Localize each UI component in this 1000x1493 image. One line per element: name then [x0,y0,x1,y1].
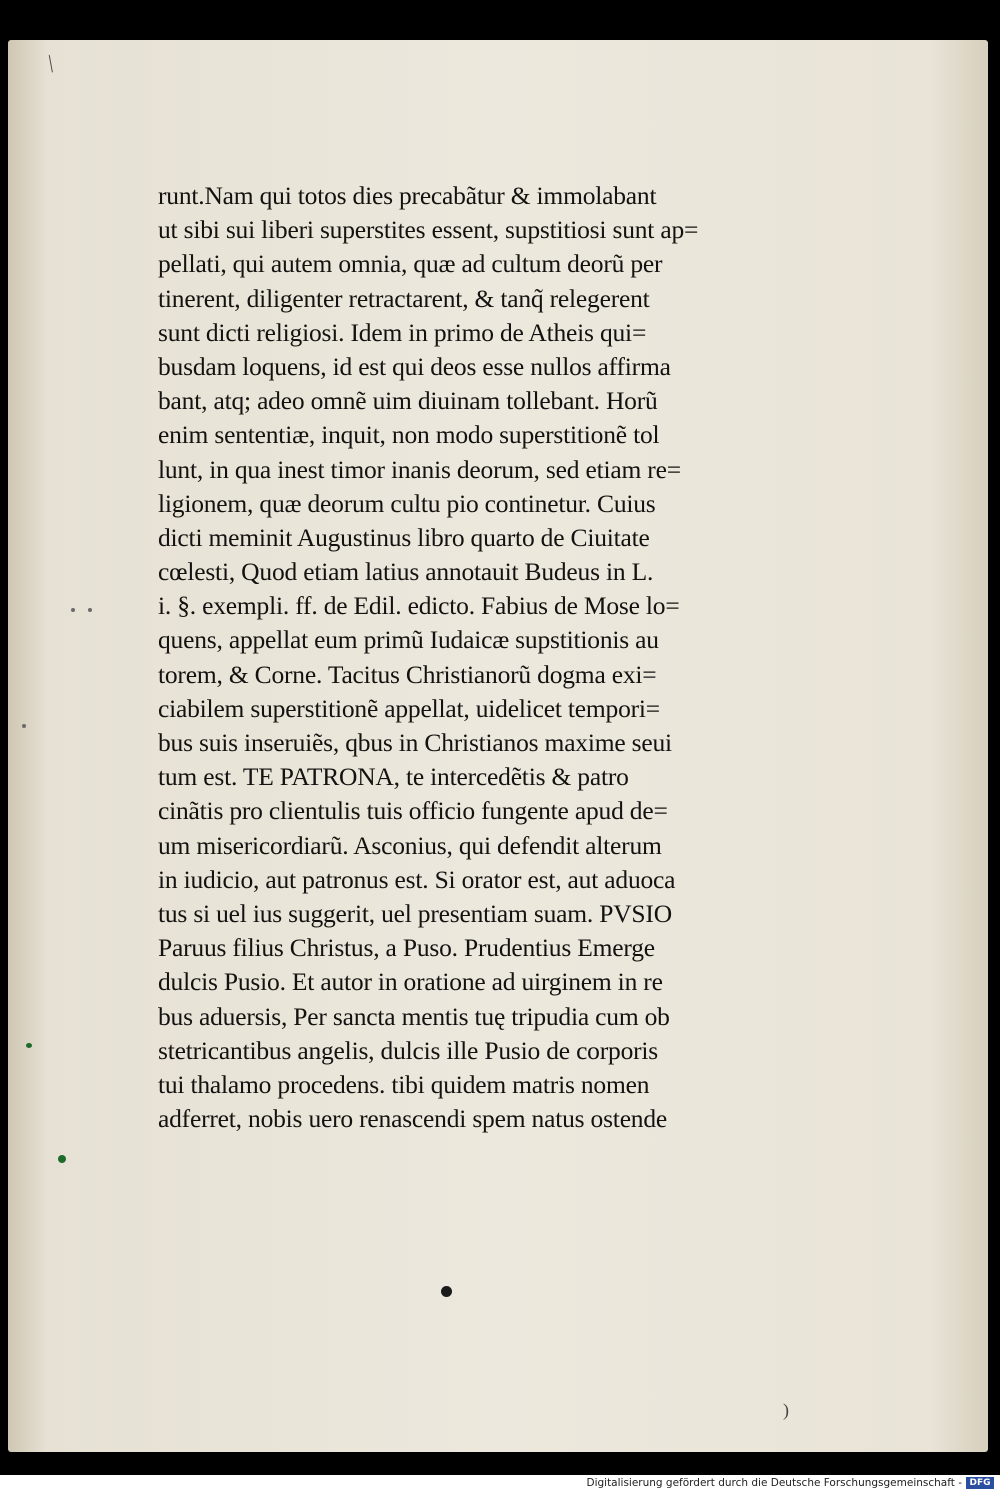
text-line: stetricantibus angelis, dulcis ille Pusio de corporis [158,1035,659,1065]
text-line: bus suis inseruiẽs, qbus in Christianos maxime seui [158,728,672,757]
pencil-mark: ⟍ [40,52,62,76]
text-line: tum est. TE PATRONA, te intercedẽtis & patro [158,762,629,792]
text-line: quens, appellat eum primũ Iudaicæ supstitionis au [158,625,659,655]
paper-speck [26,1043,32,1048]
paper-speck [88,608,92,612]
text-line: cinãtis pro clientulis tuis officio fungente apud de= [158,796,668,826]
paper-speck [71,608,75,612]
text-line: adferret, nobis uero renascendi spem natus ostende [158,1104,668,1134]
text-line: busdam loquens, id est qui deos esse nullos affirma [158,351,671,381]
text-line: dulcis Pusio. Et autor in oratione ad uirginem in re [158,967,663,997]
text-line: cœlesti, Quod etiam latius annotauit Budeus in L. [158,557,654,587]
text-line: lunt, in qua inest timor inanis deorum, sed etiam re= [158,454,681,484]
paper-speck [22,724,26,728]
text-line: bus aduersis, Per sancta mentis tuę tripudia cum ob [158,1001,670,1031]
dfg-logo: DFG [966,1477,994,1489]
text-line: sunt dicti religiosi. Idem in primo de Atheis qui= [158,317,647,347]
text-line: in iudicio, aut patronus est. Si orator est, aut aduoca [158,864,676,894]
text-line: ut sibi sui liberi superstites essent, supstitiosi sunt ap= [158,215,699,245]
text-line: torem, & Corne. Tacitus Christianorũ dogma exi= [158,659,657,689]
footer [0,1475,1000,1493]
paper-speck [58,1155,66,1163]
text-line: tus si uel ius suggerit, uel presentiam suam. PVSIO [158,898,672,928]
text-line: ligionem, quæ deorum cultu pio continetur. Cuius [158,488,656,518]
text-line: pellati, qui autem omnia, quæ ad cultum deorũ per [158,249,663,279]
text-line: ciabilem superstitionẽ appellat, uidelicet tempori= [158,693,660,723]
funding-credit: Digitalisierung gefördert durch die Deutsche Forschungsgemeinschaft - [586,1477,962,1489]
text-line: dicti meminit Augustinus libro quarto de Ciuitate [158,522,650,552]
page-text [158,179,818,1136]
text-line: bant, atq; adeo omnẽ uim diuinam tollebant. Horũ [158,386,658,416]
text-line: enim sententiæ, inquit, non modo superstitionẽ tol [158,420,660,450]
paper-speck [441,1286,452,1297]
pencil-mark: ) [783,1400,789,1420]
text-line: um misericordiarũ. Asconius, qui defendit alterum [158,830,662,860]
text-line: tinerent, diligenter retractarent, & tanq̃ relegerent [158,283,650,313]
book-page [8,40,988,1452]
text-line: Paruus filius Christus, a Puso. Prudentius Emerge [158,933,655,963]
text-line: tui thalamo procedens. tibi quidem matris nomen [158,1069,650,1099]
text-line: i. §. exempli. ff. de Edil. edicto. Fabius de Mose lo= [158,591,680,621]
text-line: runt.Nam qui totos dies precabãtur & immolabant [158,181,657,210]
